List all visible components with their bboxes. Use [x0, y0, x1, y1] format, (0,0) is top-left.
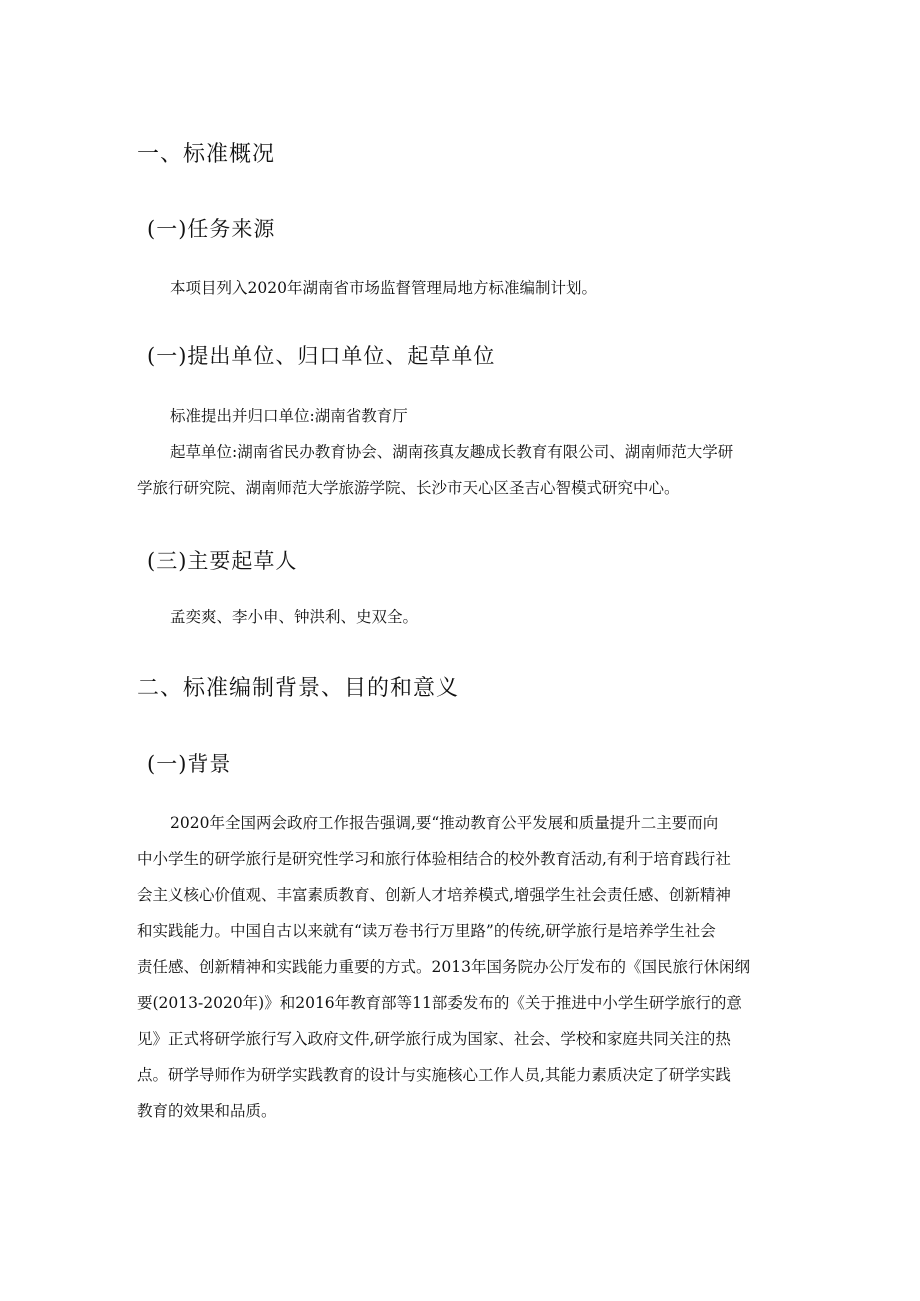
paragraph-line: 中小学生的研学旅行是研究性学习和旅行体验相结合的校外教育活动,有利于培育践行社 — [137, 850, 731, 868]
subsection-task-source-heading: (一)任务来源 — [147, 217, 276, 241]
paragraph-line: 责任感、创新精神和实践能力重要的方式。2013年国务院办公厅发布的《国民旅行休闲纲 — [137, 958, 750, 976]
task-source-paragraph — [137, 270, 830, 306]
paragraph-line: 见》正式将研学旅行写入政府文件,研学旅行成为国家、社会、学校和家庭共同关注的热 — [137, 1030, 731, 1048]
subsection-drafters-heading: (三)主要起草人 — [147, 549, 298, 573]
paragraph-line: 起草单位:湖南省民办教育协会、湖南孩真友趣成长教育有限公司、湖南师范大学研 — [170, 443, 734, 461]
subsection-units-heading: (一)提出单位、归口单位、起草单位 — [147, 344, 496, 368]
units-paragraph — [137, 398, 797, 506]
paragraph-line: 标准提出并归口单位:湖南省教育厅 — [170, 407, 408, 425]
background-paragraph — [137, 805, 797, 1129]
paragraph-line: 本项目列入2020年湖南省市场监督管理局地方标准编制计划。 — [170, 279, 597, 297]
drafters-paragraph — [137, 599, 830, 635]
paragraph-line: 要(2013-2020年)》和2016年教育部等11部委发布的《关于推进中小学生研学旅行的意 — [137, 994, 742, 1012]
section-2-heading: 二、标准编制背景、目的和意义 — [137, 676, 460, 701]
paragraph-line: 教育的效果和品质。 — [137, 1102, 277, 1120]
paragraph-line: 2020年全国两会政府工作报告强调,要“推动教育公平发展和质量提升二主要而向 — [170, 814, 719, 832]
paragraph-line: 孟奕爽、李小申、钟洪利、史双全。 — [170, 608, 419, 626]
paragraph-line: 和实践能力。中国自古以来就有“读万卷书行万里路”的传统,研学旅行是培养学生社会 — [137, 922, 716, 940]
paragraph-line: 点。研学导师作为研学实践教育的设计与实施核心工作人员,其能力素质决定了研学实践 — [137, 1066, 731, 1084]
paragraph-line: 学旅行研究院、湖南师范大学旅游学院、长沙市天心区圣吉心智模式研究中心。 — [137, 479, 680, 497]
section-1-heading: 一、标准概况 — [137, 142, 276, 167]
paragraph-line: 会主义核心价值观、丰富素质教育、创新人才培养模式,增强学生社会责任感、创新精神 — [137, 886, 731, 904]
subsection-background-heading: (一)背景 — [147, 752, 232, 776]
